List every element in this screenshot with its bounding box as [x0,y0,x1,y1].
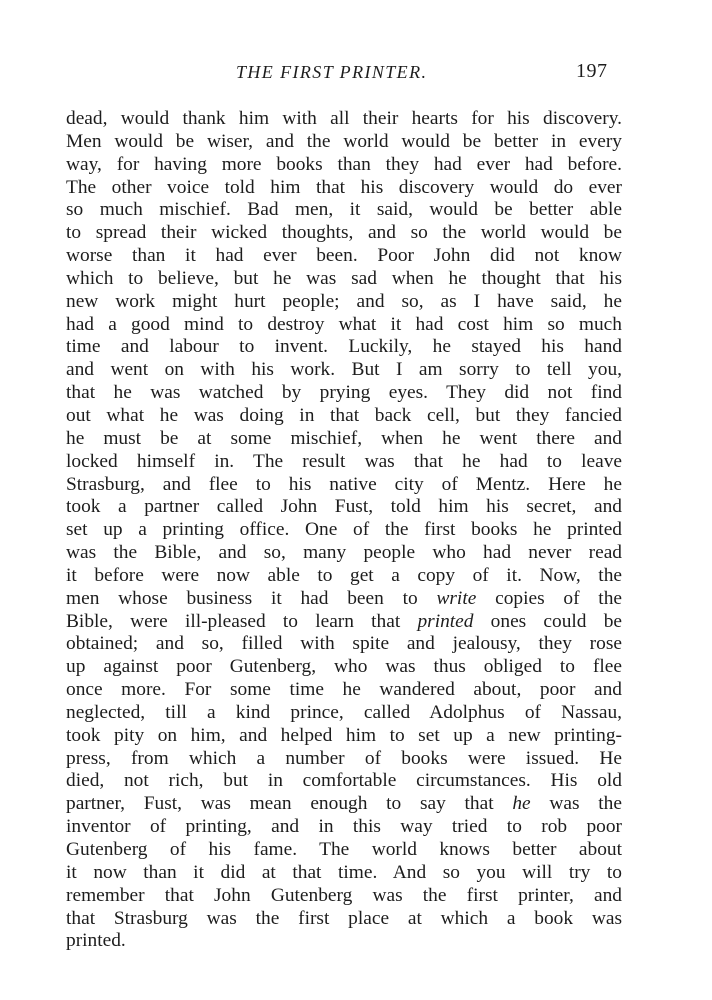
text-line: press, from which a number of books were issued. He [66,747,622,769]
text-line: took pity on him, and helped him to set up a new printing- [66,724,622,746]
text-line: had a good mind to destroy what it had cost him so much [66,313,622,335]
text-line: once more. For some time he wandered about, poor and [66,679,622,701]
italic-word: he [512,793,531,815]
text-line: that he was watched by prying eyes. They did not find [66,382,622,404]
text-line: that Strasburg was the first place at which a book was [66,907,622,929]
text-line: neglected, till a kind prince, called Adolphus of Nassau, [66,701,622,723]
text-line: to spread their wicked thoughts, and so the world would be [66,222,622,244]
text-line: was the Bible, and so, many people who had never read [66,542,622,564]
text-line [66,588,622,611]
italic-word: write [436,587,477,609]
text-line: new work might hurt people; and so, as I have said, he [66,290,622,312]
text-segment: partner, Fust, was mean enough to say that [66,793,513,815]
running-head [0,62,712,92]
text-segment: ones could be [473,610,623,632]
text-line: it now than it did at that time. And so you will try to [66,861,622,883]
text-line: printed. [66,930,126,952]
text-line [66,793,622,816]
running-title: THE FIRST PRINTER. [236,62,428,82]
italic-word: printed [417,610,474,632]
text-line: and went on with his work. But I am sorry to tell you, [66,359,622,381]
text-line: set up a printing office. One of the first books he printed [66,519,622,541]
text-line: way, for having more books than they had ever had before. [66,153,622,175]
text-line: locked himself in. The result was that he had to leave [66,450,622,472]
text-line: took a partner called John Fust, told him his secret, and [66,496,622,518]
text-line: inventor of printing, and in this way tried to rob poor [66,816,622,838]
text-line: it before were now able to get a copy of it. Now, the [66,564,622,586]
body-text [66,108,622,953]
text-line: Men would be wiser, and the world would be better in every [66,130,622,152]
text-segment: Bible, were ill-pleased to learn that [66,610,418,632]
text-line: dead, would thank him with all their hearts for his discovery. [66,108,622,129]
text-segment: copies of the [476,587,622,609]
page-number: 197 [576,60,608,82]
text-line: out what he was doing in that back cell, but they fancied [66,404,622,426]
text-line: so much mischief. Bad men, it said, would be better able [66,199,622,221]
text-line: The other voice told him that his discovery would do ever [66,176,622,198]
text-line: he must be at some mischief, when he went there and [66,427,622,449]
text-segment: men whose business it had been to [66,587,437,609]
text-line: time and labour to invent. Luckily, he stayed his hand [66,336,622,358]
text-line: Gutenberg of his fame. The world knows better about [66,839,622,860]
text-line: which to believe, but he was sad when he thought that his [66,267,622,289]
text-line: worse than it had ever been. Poor John did not know [66,245,622,267]
text-line: died, not rich, but in comfortable circumstances. His old [66,770,622,792]
text-segment: was the [530,793,622,815]
text-line: Strasburg, and flee to his native city of Mentz. Here he [66,473,622,495]
text-line: remember that John Gutenberg was the first printer, and [66,884,622,906]
text-line: obtained; and so, filled with spite and jealousy, they rose [66,633,622,655]
text-line [66,611,622,634]
text-line: up against poor Gutenberg, who was thus obliged to flee [66,656,622,678]
